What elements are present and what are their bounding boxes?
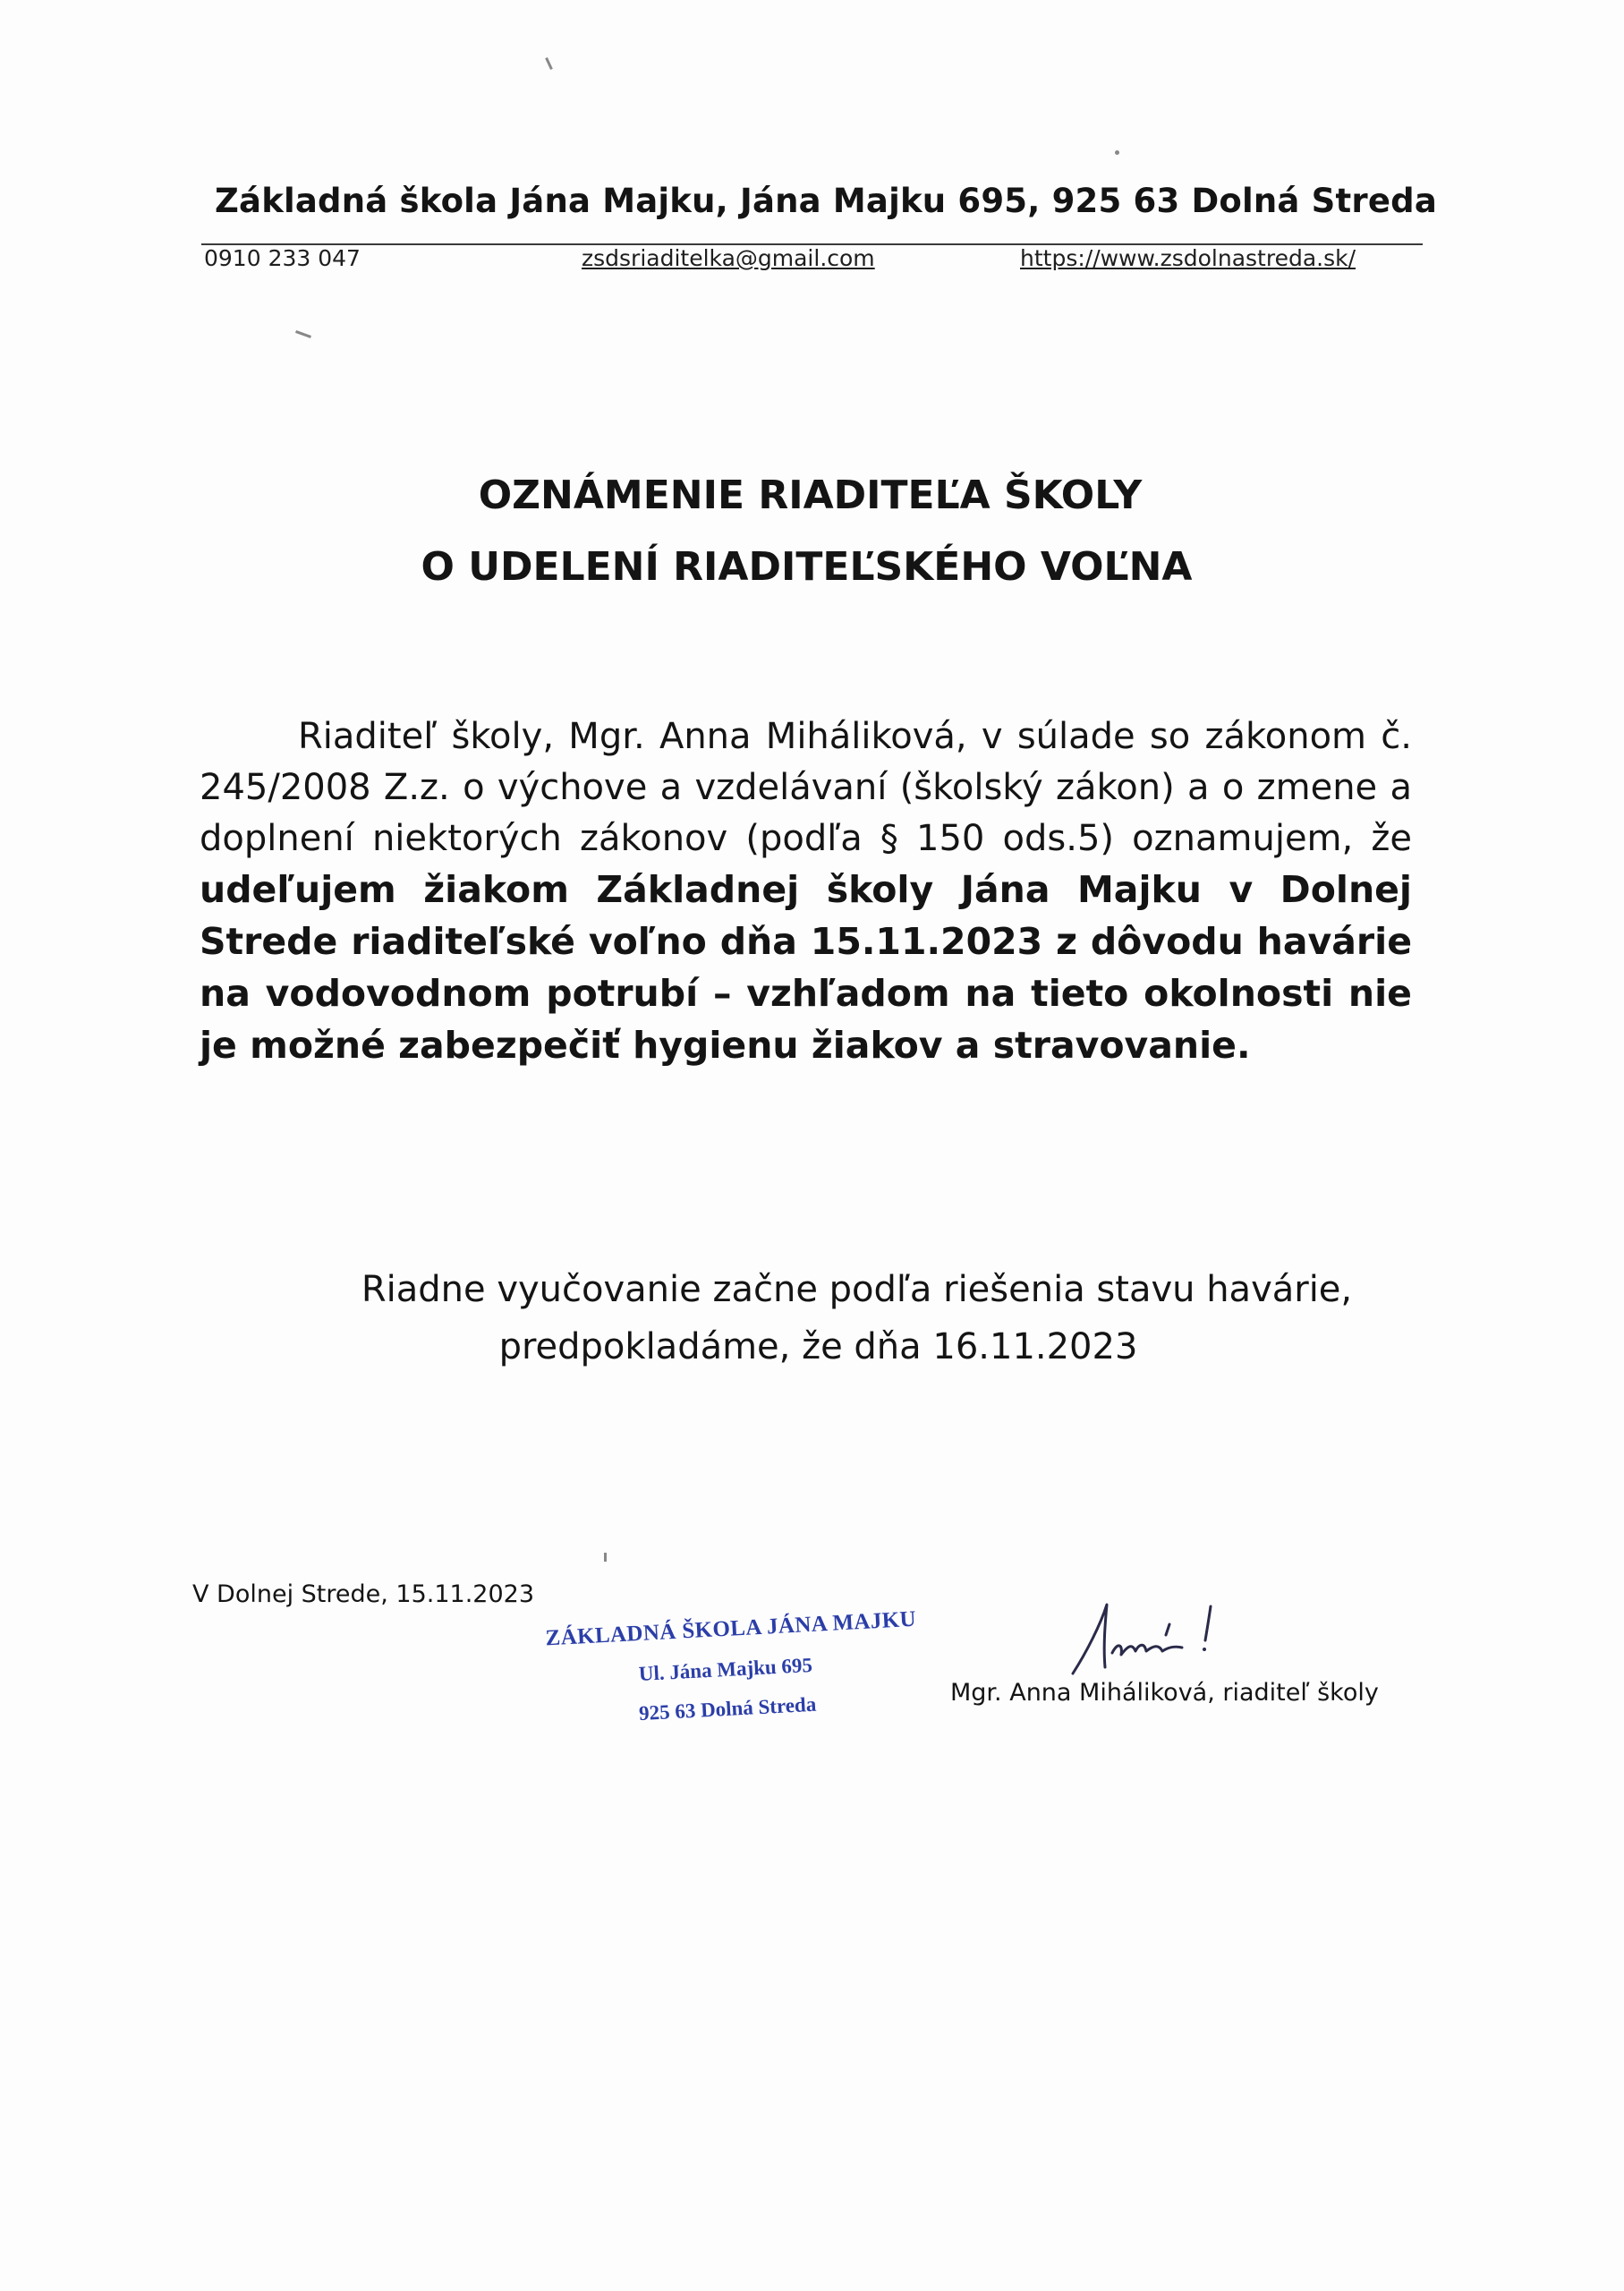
- scan-speck: [1115, 150, 1119, 155]
- document-title-line2: O UDELENÍ RIADITEĽSKÉHO VOĽNA: [421, 544, 1193, 590]
- school-stamp: [535, 1591, 917, 1745]
- letterhead-phone: 0910 233 047: [204, 245, 361, 271]
- handwritten-signature: [1060, 1588, 1239, 1687]
- scan-speck: [295, 330, 311, 338]
- resumption-line2: predpokladáme, že dňa 16.11.2023: [498, 1326, 1138, 1367]
- announcement-intro: Riaditeľ školy, Mgr. Anna Miháliková, v súlade so zákonom č. 245/2008 Z.z. o výchove a vzdelávaní (školský zákon) a o zmene a doplnení niektorých zákonov (podľa § 150 ods.5) oznamujem, že: [200, 716, 1412, 859]
- stamp-line3: 925 63 Dolná Streda: [638, 1692, 817, 1725]
- announcement-body: [200, 711, 1412, 1072]
- document-title-line1: OZNÁMENIE RIADITEĽA ŠKOLY: [478, 473, 1143, 518]
- letterhead-school: Základná škola Jána Majku, Jána Majku 695, 925 63 Dolná Streda: [215, 182, 1438, 220]
- resumption-line1: Riadne vyučovanie začne podľa riešenia stavu havárie,: [361, 1269, 1353, 1310]
- scan-speck: [545, 57, 553, 70]
- letterhead-email: zsdsriaditelka@gmail.com: [582, 245, 875, 271]
- signatory-name: Mgr. Anna Miháliková, riaditeľ školy: [950, 1679, 1379, 1707]
- stamp-line2: Ul. Jána Majku 695: [638, 1653, 813, 1686]
- letterhead-website: https://www.zsdolnastreda.sk/: [1020, 245, 1356, 271]
- announcement-emphasis: udeľujem žiakom Základnej školy Jána Majku v Dolnej Strede riaditeľské voľno dňa 15.11.2023 z dôvodu havárie na vodovodnom potrubí – vzhľadom na tieto okolnosti nie je možné zabezpečiť hygienu žiakov a stravovanie.: [200, 868, 1412, 1067]
- stamp-line1: ZÁKLADNÁ ŠKOLA JÁNA MAJKU: [544, 1606, 917, 1651]
- scan-speck: [604, 1553, 607, 1562]
- place-and-date: V Dolnej Strede, 15.11.2023: [192, 1580, 535, 1608]
